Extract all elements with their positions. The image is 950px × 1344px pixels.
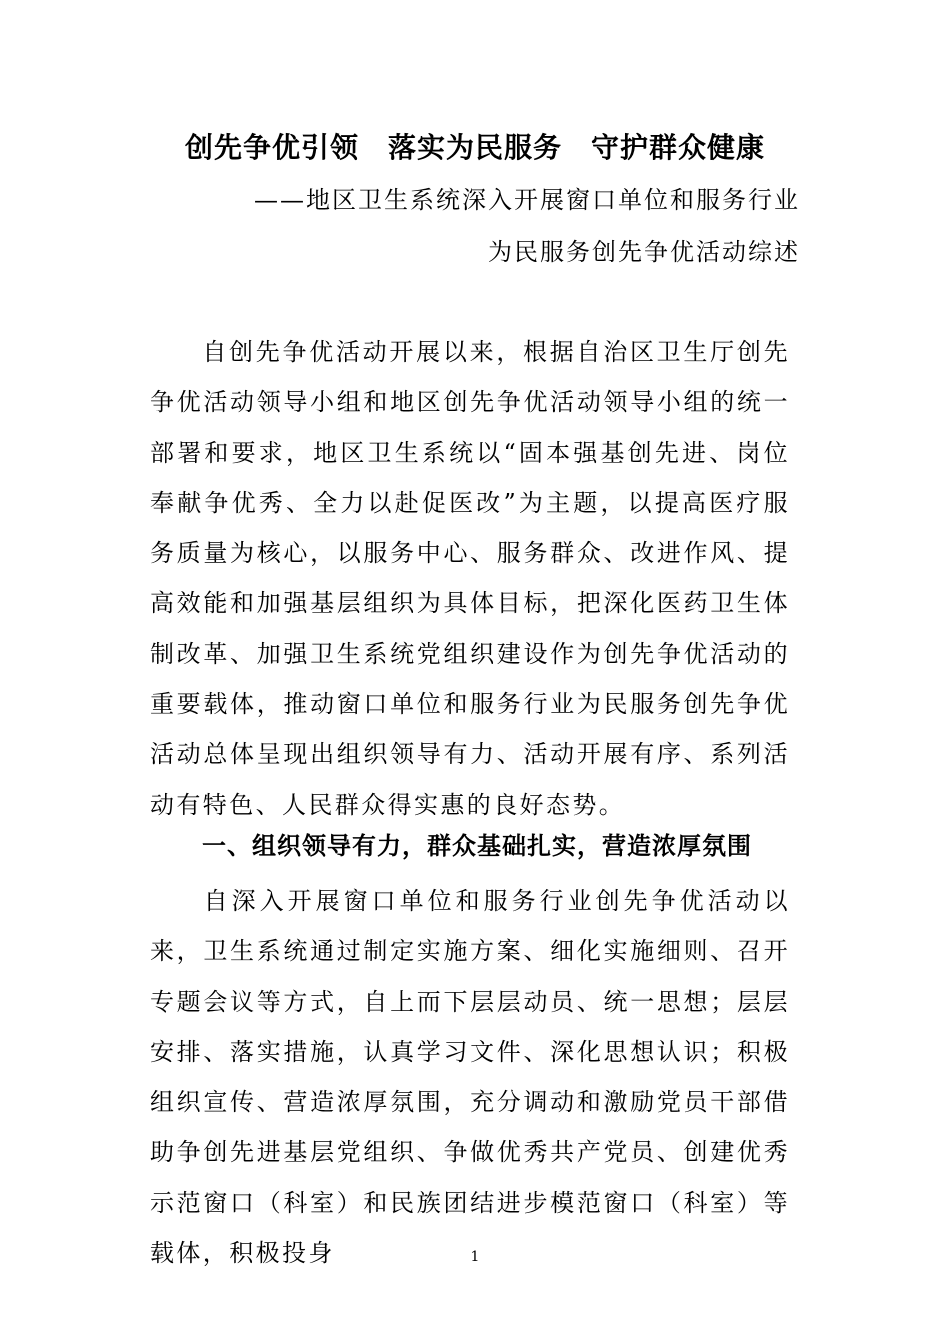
document-title: 创先争优引领 落实为民服务 守护群众健康 [184, 131, 765, 164]
document-subtitle-line-2: 为民服务创先争优活动综述 [488, 238, 800, 266]
page-number: 1 [470, 1249, 480, 1265]
paragraph-intro [150, 327, 790, 830]
section-heading-1: 一、组织领导有力，群众基础扎实，营造浓厚氛围 [202, 831, 752, 860]
paragraph-intro-text: 自创先争优活动开展以来，根据自治区卫生厅创先争优活动领导小组和地区创先争优活动领导小组的统一部署和要求，地区卫生系统以“固本强基创先进、岗位奉献争优秀、全力以赴促医改”为主题，以提高医疗服务质量为核心，以服务中心、服务群众、改进作风、提高效能和加强基层组织为具体目标，把深化医药卫生体制改革、加强卫生系统党组织建设作为创先争优活动的重要载体，推动窗口单位和服务行业为民服务创先争优活动总体呈现出组织领导有力、活动开展有序、系列活动有特色、人民群众得实惠的良好态势。 [150, 338, 790, 819]
paragraph-section-1 [150, 876, 790, 1278]
document-subtitle-line-1: ——地区卫生系统深入开展窗口单位和服务行业 [254, 186, 800, 214]
paragraph-section-1-text: 自深入开展窗口单位和服务行业创先争优活动以来，卫生系统通过制定实施方案、细化实施细则、召开专题会议等方式，自上而下层层动员、统一思想；层层安排、落实措施，认真学习文件、深化思想认识；积极组织宣传、营造浓厚氛围，充分调动和激励党员干部借助争创先进基层党组织、争做优秀共产党员、创建优秀示范窗口（科室）和民族团结进步模范窗口（科室）等载体，积极投身 [150, 887, 790, 1268]
